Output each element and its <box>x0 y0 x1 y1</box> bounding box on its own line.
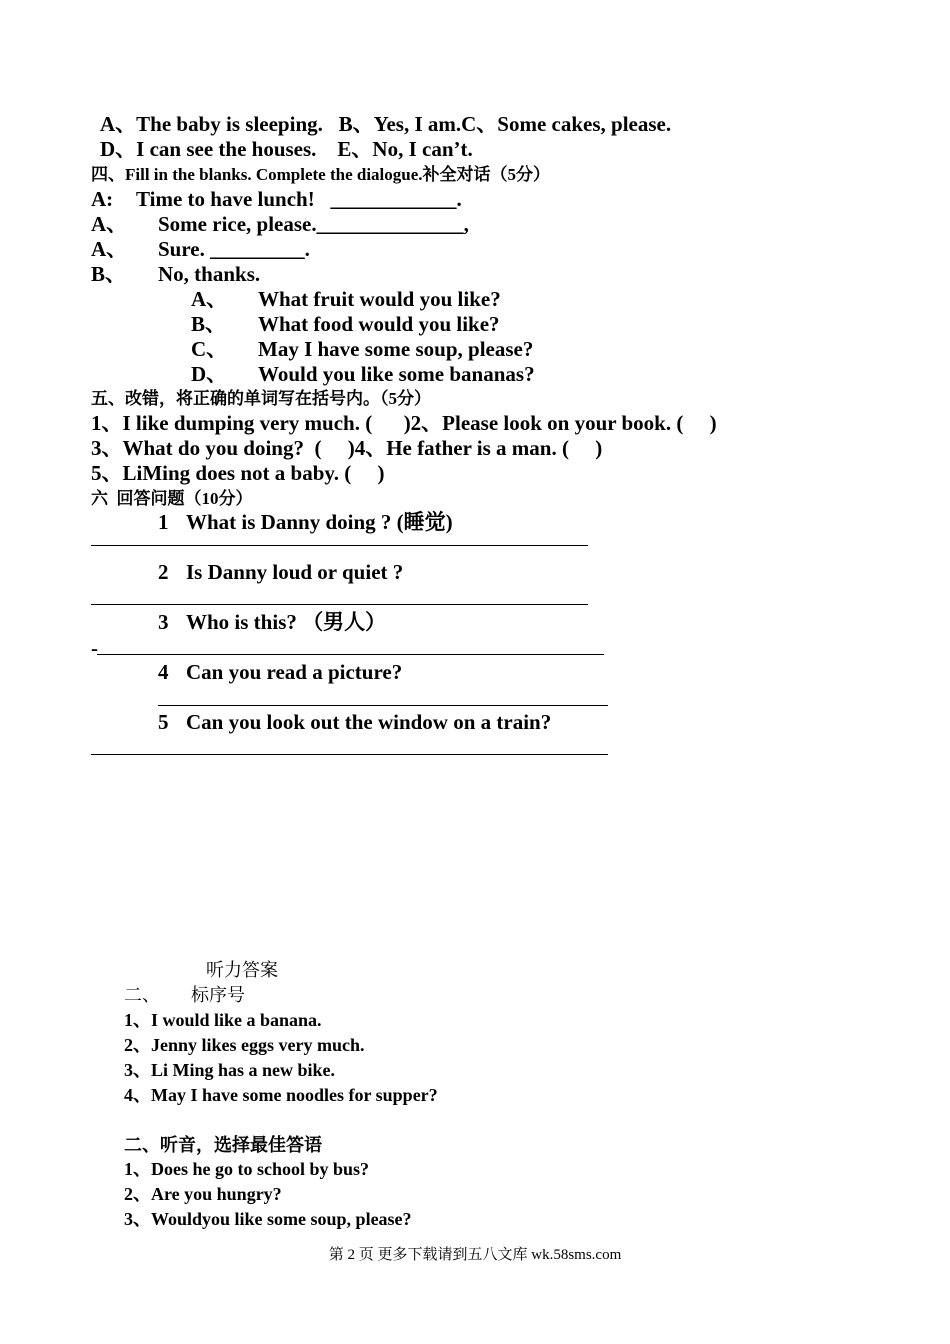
choice-letter-d: D、 <box>191 362 228 386</box>
question-num-3: 3 <box>158 610 169 634</box>
answers-part2-item-1: 1、I would like a banana. <box>124 1010 322 1030</box>
answer-line-5 <box>91 754 608 755</box>
question-num-4: 4 <box>158 660 169 684</box>
dialogue-text-3: Sure. _________. <box>158 237 310 261</box>
dialogue-speaker-4: B、 <box>91 262 127 286</box>
answers-part2-item-2: 2、Jenny likes eggs very much. <box>124 1035 365 1055</box>
dialogue-text-2: Some rice, please.______________, <box>158 212 469 236</box>
choice-letter-b: B、 <box>191 312 227 336</box>
correction-line-1: 1、I like dumping very much. ( )2、Please look on your book. ( ) <box>91 411 717 435</box>
choice-text-c: May I have some soup, please? <box>258 337 534 361</box>
choice-letter-a: A、 <box>191 287 228 311</box>
answer-line-2 <box>91 604 588 605</box>
option-line-2: D、I can see the houses. E、No, I can’t. <box>100 137 473 161</box>
question-text-1: What is Danny doing ? (睡觉) <box>186 510 453 534</box>
option-line-1: A、The baby is sleeping. B、Yes, I am.C、Some cakes, please. <box>100 112 672 136</box>
answers-part2-item-3: 3、Li Ming has a new bike. <box>124 1060 336 1080</box>
question-text-2: Is Danny loud or quiet ? <box>186 560 404 584</box>
section6-heading: 六 回答问题（10分） <box>91 489 253 508</box>
dialogue-text-4: No, thanks. <box>158 262 261 286</box>
question-text-3: Who is this? （男人） <box>186 610 387 634</box>
answers-part3-title: 二、听音，选择最佳答语 <box>124 1135 322 1155</box>
dialogue-speaker-1: A: <box>91 187 114 211</box>
choice-text-a: What fruit would you like? <box>258 287 501 311</box>
question-text-4: Can you read a picture? <box>186 660 403 684</box>
answers-part3-item-2: 2、Are you hungry? <box>124 1184 282 1204</box>
correction-line-2: 3、What do you doing? ( )4、He father is a man. ( ) <box>91 436 603 460</box>
correction-line-3: 5、LiMing does not a baby. ( ) <box>91 461 385 485</box>
answers-part3-item-3: 3、Wouldyou like some soup, please? <box>124 1209 412 1229</box>
answer-line-1 <box>91 545 588 546</box>
section4-heading: 四、Fill in the blanks. Complete the dialogue.补全对话（5分） <box>91 165 551 184</box>
choice-letter-c: C、 <box>191 337 228 361</box>
question-num-5: 5 <box>158 710 169 734</box>
dialogue-speaker-3: A、 <box>91 237 128 261</box>
page-footer: 第 2 页 更多下载请到五八文库 wk.58sms.com <box>328 1247 622 1263</box>
answer-line-4 <box>158 705 608 706</box>
answers-part2-label: 二、 <box>124 985 160 1005</box>
answers-title: 听力答案 <box>206 960 278 980</box>
answers-part2-item-4: 4、May I have some noodles for supper? <box>124 1085 438 1105</box>
question-num-1: 1 <box>158 510 169 534</box>
question-num-2: 2 <box>158 560 169 584</box>
dash-mark: - <box>91 636 98 660</box>
answer-line-3 <box>97 654 604 655</box>
dialogue-speaker-2: A、 <box>91 212 128 236</box>
dialogue-text-1: Time to have lunch! ____________. <box>136 187 462 211</box>
section5-heading: 五、改错，将正确的单词写在括号内。（5分） <box>91 389 431 408</box>
choice-text-b: What food would you like? <box>258 312 500 336</box>
answers-part2-title: 标序号 <box>191 985 245 1005</box>
question-text-5: Can you look out the window on a train? <box>186 710 552 734</box>
answers-part3-item-1: 1、Does he go to school by bus? <box>124 1159 370 1179</box>
choice-text-d: Would you like some bananas? <box>258 362 535 386</box>
